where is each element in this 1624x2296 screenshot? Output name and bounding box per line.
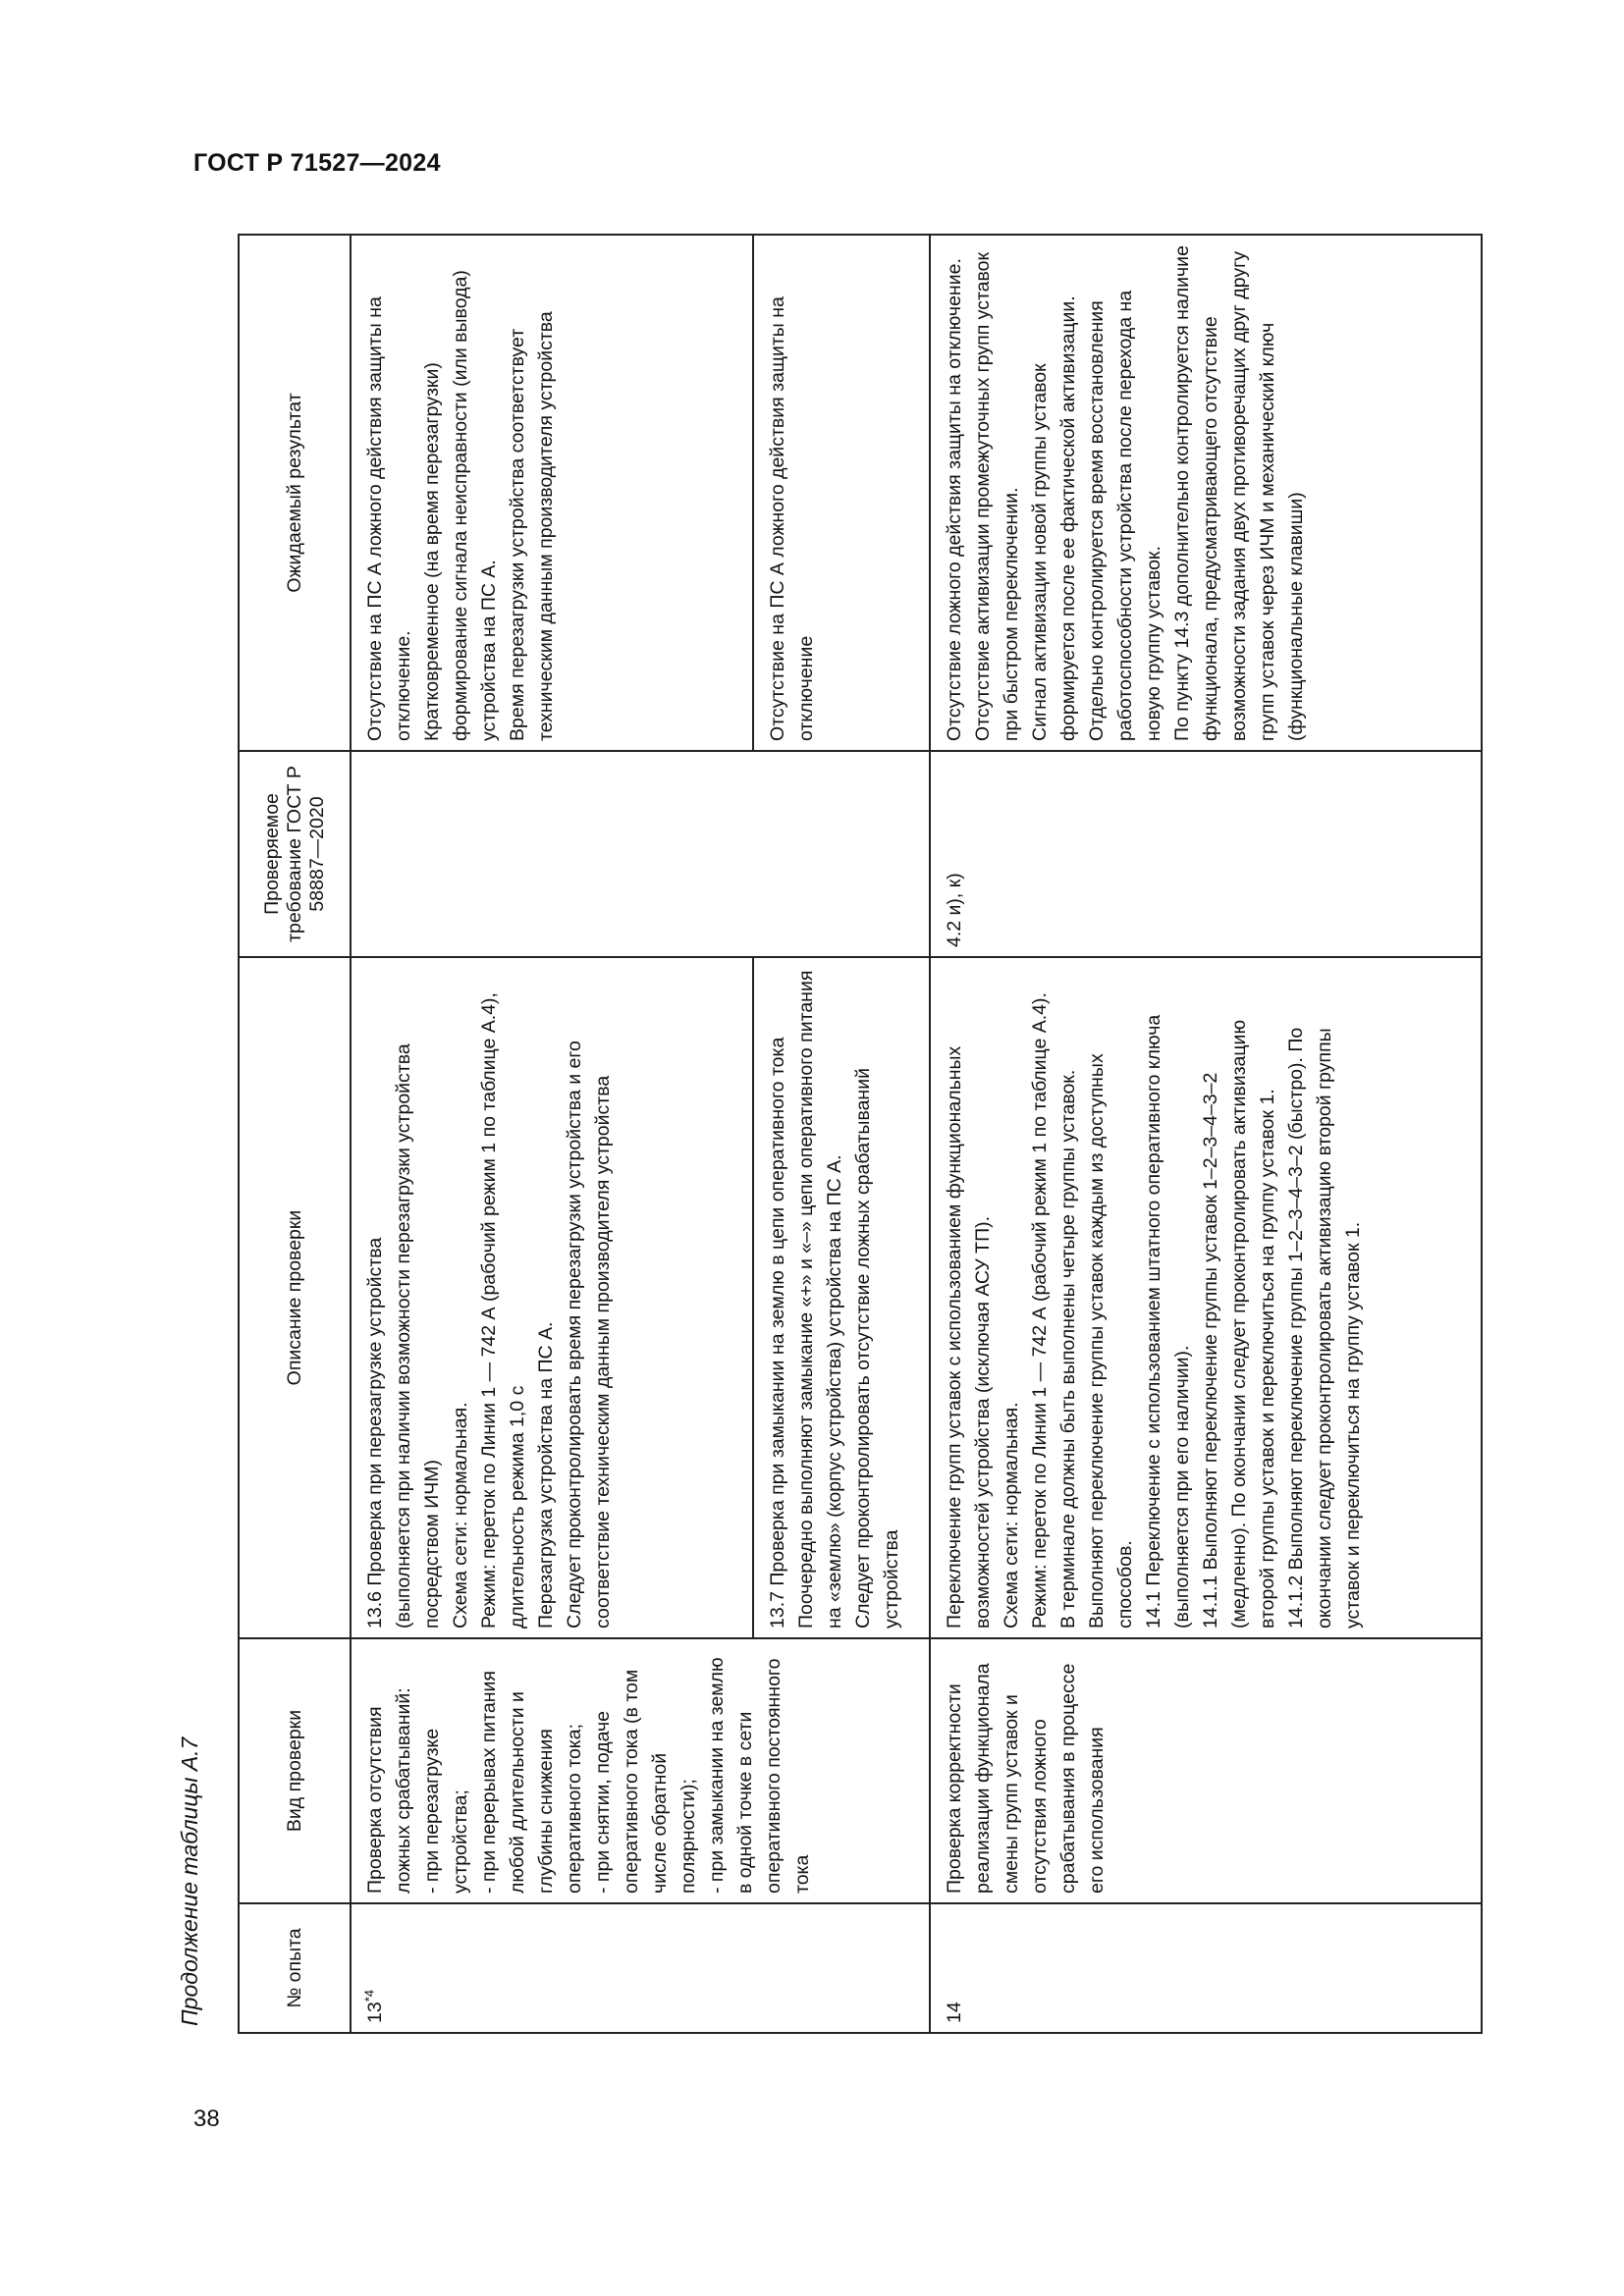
test-number-cell — [351, 1903, 930, 2033]
description-line: Схема сети: нормальная. — [1001, 1402, 1022, 1629]
result-cell — [930, 235, 1482, 751]
requirement-cell: 4.2 и), к) — [930, 751, 1482, 957]
test-number: 14 — [944, 2002, 965, 2023]
result-line: Отсутствие на ПС А ложного действия защиты на отключение. — [364, 296, 414, 741]
column-header-number: № опыта — [239, 1903, 351, 2033]
result-line: Кратковременное (на время перезагрузки) формирование сигнала неисправности (или вывода) устройства на ПС А. — [421, 270, 500, 741]
description-line: Схема сети: нормальная. — [450, 1402, 471, 1629]
result-line: Сигнал активизации новой группы уставок формируется после ее фактической активизации. — [1029, 295, 1079, 741]
result-line: Отдельно контролируется время восстановления работоспособности устройства после перехода на новую группу уставок. — [1086, 290, 1164, 741]
check-type-line: - при снятии, подаче оперативного тока (в том числе обратной полярности); — [592, 1669, 699, 1894]
description-line: Режим: переток по Линии 1 — 742 А (рабочий режим 1 по таблице А.4), длительность режима 1,0 с — [478, 992, 528, 1629]
test-number: 13 — [364, 2002, 386, 2023]
result-cell — [351, 235, 753, 751]
check-type-line: Проверка корректности реализации функционала смены групп уставок и отсутствия ложного срабатывания в процессе его использования — [944, 1663, 1108, 1894]
table-header-row — [239, 235, 351, 2033]
result-cell — [753, 235, 930, 751]
table-caption: Продолжение таблицы А.7 — [177, 1736, 202, 2026]
result-line: Время перезагрузки устройства соответствует техническим данным производителя устройства — [507, 311, 557, 741]
description-line: 14.1.1 Выполняют переключение группы уставок 1–2–3–4–3–2 (медленно). По окончании следует проконтролировать активизацию второй группы уставок и переключиться на группу уставок 1. — [1200, 1019, 1278, 1629]
description-line: Поочередно выполняют замыкание «+» и «–» цепи оперативного питания на «землю» (корпус устройства) устройства на ПС А. — [795, 970, 845, 1629]
description-line: 13.6 Проверка при перезагрузке устройства — [364, 1237, 386, 1629]
result-line: По пункту 14.3 дополнительно контролируется наличие функционала, предусматривающего отсутствие возможности задания двух противоречащих друг другу групп уставок через ИЧМ и механический ключ (функциональные клавиши) — [1171, 245, 1307, 741]
document-header: ГОСТ Р 71527—2024 — [193, 149, 441, 177]
test-number-footnote-mark: *4 — [361, 1990, 377, 2002]
description-line: Следует проконтролировать время перезагрузки устройства и его соответствие техническим данным производителя устройства — [564, 1041, 614, 1629]
column-header-result: Ожидаемый результат — [239, 235, 351, 751]
result-line: Отсутствие ложного действия защиты на отключение. — [944, 258, 965, 741]
description-cell — [930, 957, 1482, 1638]
check-type-line: - при перезагрузке устройства; — [421, 1728, 471, 1894]
table-row — [351, 235, 753, 2033]
check-type-line: - при перерывах питания любой длительности и глубины снижения оперативного тока; — [478, 1671, 585, 1894]
check-type-line: Проверка отсутствия ложных срабатываний: — [364, 1687, 414, 1894]
column-header-requirement: Проверяемое требование ГОСТ Р 58887—2020 — [239, 751, 351, 957]
rotated-table-area — [177, 236, 1483, 2034]
description-cell — [753, 957, 930, 1638]
description-line: Перезагрузка устройства на ПС А. — [535, 1321, 557, 1629]
description-line: 13.7 Проверка при замыкании на землю в цепи оперативного тока — [767, 1037, 788, 1629]
description-line: (выполняется при наличии возможности перезагрузки устройства посредством ИЧМ) — [393, 1043, 443, 1629]
requirement-cell — [351, 751, 930, 957]
result-line: Отсутствие активизации промежуточных групп уставок при быстром переключении. — [972, 251, 1022, 741]
description-line: 14.1 Переключение с использованием штатного оперативного ключа (выполняется при его наличии). — [1143, 1014, 1193, 1629]
column-header-check-type: Вид проверки — [239, 1638, 351, 1903]
table-row — [930, 235, 1482, 2033]
check-type-cell — [930, 1638, 1482, 1903]
description-line: Режим: переток по Линии 1 — 742 А (рабочий режим 1 по таблице А.4). — [1029, 992, 1051, 1629]
description-line: 14.1.2 Выполняют переключение группы 1–2–3–4–3–2 (быстро). По окончании следует проконтролировать активизацию второй группы уставок и переключиться на группу уставок 1. — [1285, 1027, 1364, 1629]
description-line: Переключение групп уставок с использованием функциональных возможностей устройства (исключая АСУ ТП). — [944, 1045, 994, 1629]
check-type-line: - при замыкании на землю в одной точке в сети оперативного постоянного тока — [706, 1657, 813, 1894]
description-line: В терминале должны быть выполнены четыре группы уставок. — [1057, 1069, 1079, 1629]
check-type-cell — [351, 1638, 930, 1903]
page-number: 38 — [193, 2106, 220, 2132]
test-table — [238, 234, 1483, 2034]
column-header-description: Описание проверки — [239, 957, 351, 1638]
description-cell — [351, 957, 753, 1638]
description-line: Выполняют переключение группы уставок каждым из доступных способов. — [1086, 1053, 1136, 1629]
test-number-cell — [930, 1903, 1482, 2033]
result-line: Отсутствие на ПС А ложного действия защиты на отключение — [767, 296, 817, 741]
description-line: Следует проконтролировать отсутствие ложных срабатываний устройства — [852, 1068, 902, 1629]
